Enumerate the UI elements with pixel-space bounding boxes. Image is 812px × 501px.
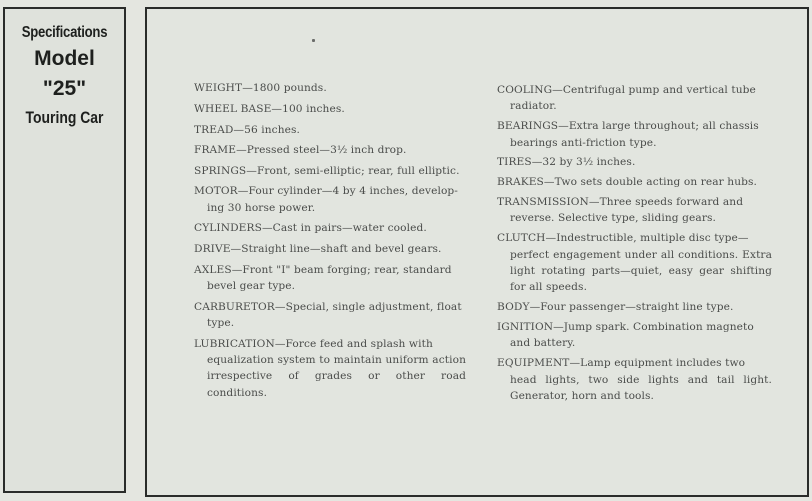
spec-text: —Pressed steel—3½ inch drop. (236, 144, 407, 157)
spec-label: FRAME (194, 144, 237, 157)
spec-label: WEIGHT (194, 82, 243, 94)
spec-item-transmission (497, 194, 772, 227)
spec-text: —Two sets double acting on rear hubs. (543, 176, 758, 189)
specs-left-column (194, 80, 466, 405)
spec-text: —Four cylinder—4 by 4 inches, develop- (237, 185, 458, 198)
spec-item-carburetor (194, 299, 466, 332)
spec-continuation: and battery. (510, 337, 576, 350)
spec-text: —Force feed and splash with (274, 337, 433, 350)
spec-label: SPRINGS (194, 164, 247, 177)
spec-item-weight (194, 80, 466, 96)
spec-item-cooling (497, 82, 772, 115)
spec-label: CARBURETOR (194, 300, 275, 313)
spec-item-equipment (497, 355, 772, 404)
spec-label: CYLINDERS (194, 222, 262, 235)
spec-continuation: equalization system to maintain uniform action irrespective of grades or other road conditions. (207, 353, 466, 399)
title-specifications: Specifications (21, 24, 108, 41)
spec-label: TIRES (497, 156, 532, 169)
spec-item-brakes (497, 174, 772, 190)
spec-label: COOLING (497, 84, 553, 96)
spec-continuation: reverse. Selective type, sliding gears. (510, 212, 716, 225)
spec-label: MOTOR (194, 185, 238, 198)
spec-item-frame (194, 142, 466, 158)
spec-text: —Front "I" beam forging; rear, standard (231, 263, 452, 276)
spec-text: —Lamp equipment includes two (569, 357, 746, 370)
specifications-panel (145, 7, 809, 497)
model-title (5, 23, 124, 128)
spec-text: —32 by 3½ inches. (531, 156, 636, 169)
spec-continuation: head lights, two side lights and tail light. Generator, horn and tools. (510, 373, 772, 403)
spec-label: BRAKES (497, 176, 544, 189)
spec-item-lubrication (194, 336, 466, 402)
spec-label: BODY (497, 301, 530, 314)
spec-text: —Three speeds forward and (588, 196, 744, 208)
spec-item-ignition (497, 319, 772, 352)
spec-label: IGNITION (497, 321, 554, 334)
spec-continuation: bearings anti-friction type. (510, 136, 657, 149)
spec-item-clutch (497, 230, 772, 296)
spec-text: —Centrifugal pump and vertical tube (552, 84, 756, 96)
spec-item-tires (497, 154, 772, 170)
spec-label: EQUIPMENT (497, 357, 570, 370)
spec-text: —Front, semi-elliptic; rear, full elliptic. (246, 164, 460, 177)
spec-item-cylinders (194, 220, 466, 236)
spec-text: —Four passenger—straight line type. (529, 301, 734, 314)
specs-right-column (497, 82, 772, 408)
spec-label: LUBRICATION (194, 337, 275, 350)
spec-label: AXLES (194, 263, 232, 276)
spec-item-tread (194, 122, 466, 138)
spec-item-bearings (497, 118, 772, 151)
spec-label: TREAD (194, 123, 234, 136)
spec-label: TRANSMISSION (497, 196, 589, 208)
spec-continuation: type. (207, 316, 235, 329)
spec-item-springs (194, 163, 466, 179)
spec-text: —Straight line—shaft and bevel gears. (230, 242, 442, 255)
spec-label: CLUTCH (497, 232, 546, 245)
spec-item-motor (194, 183, 466, 216)
title-touring-car: Touring Car (25, 107, 104, 127)
spec-label: DRIVE (194, 242, 231, 255)
spec-text: —Extra large throughout; all chassis (558, 120, 759, 133)
spec-item-drive (194, 241, 466, 257)
title-model-number: "25" (42, 77, 87, 101)
spec-item-axles (194, 262, 466, 295)
print-speck (312, 39, 315, 42)
spec-text: —Jump spark. Combination magneto (553, 321, 754, 334)
spec-label: WHEEL BASE (194, 103, 272, 115)
spec-continuation: bevel gear type. (207, 279, 296, 292)
spec-label: BEARINGS (497, 120, 559, 133)
title-model: Model (34, 47, 95, 70)
spec-text: —1800 pounds. (242, 82, 327, 94)
spec-continuation: radiator. (510, 100, 557, 113)
spec-text: —Cast in pairs—water cooled. (261, 222, 427, 235)
spec-item-wheel-base (194, 101, 466, 117)
spec-text: —56 inches. (233, 123, 301, 136)
spec-text: —100 inches. (271, 103, 345, 115)
spec-text: —Indestructible, multiple disc type— (545, 232, 749, 245)
spec-continuation: perfect engagement under all conditions. Extra light rotating parts—quiet, easy gear shifting for all speeds. (510, 248, 772, 294)
spec-text: —Special, single adjustment, float (274, 300, 462, 313)
spec-item-body (497, 299, 772, 315)
spec-continuation: ing 30 horse power. (207, 201, 316, 214)
model-title-panel (3, 7, 126, 493)
